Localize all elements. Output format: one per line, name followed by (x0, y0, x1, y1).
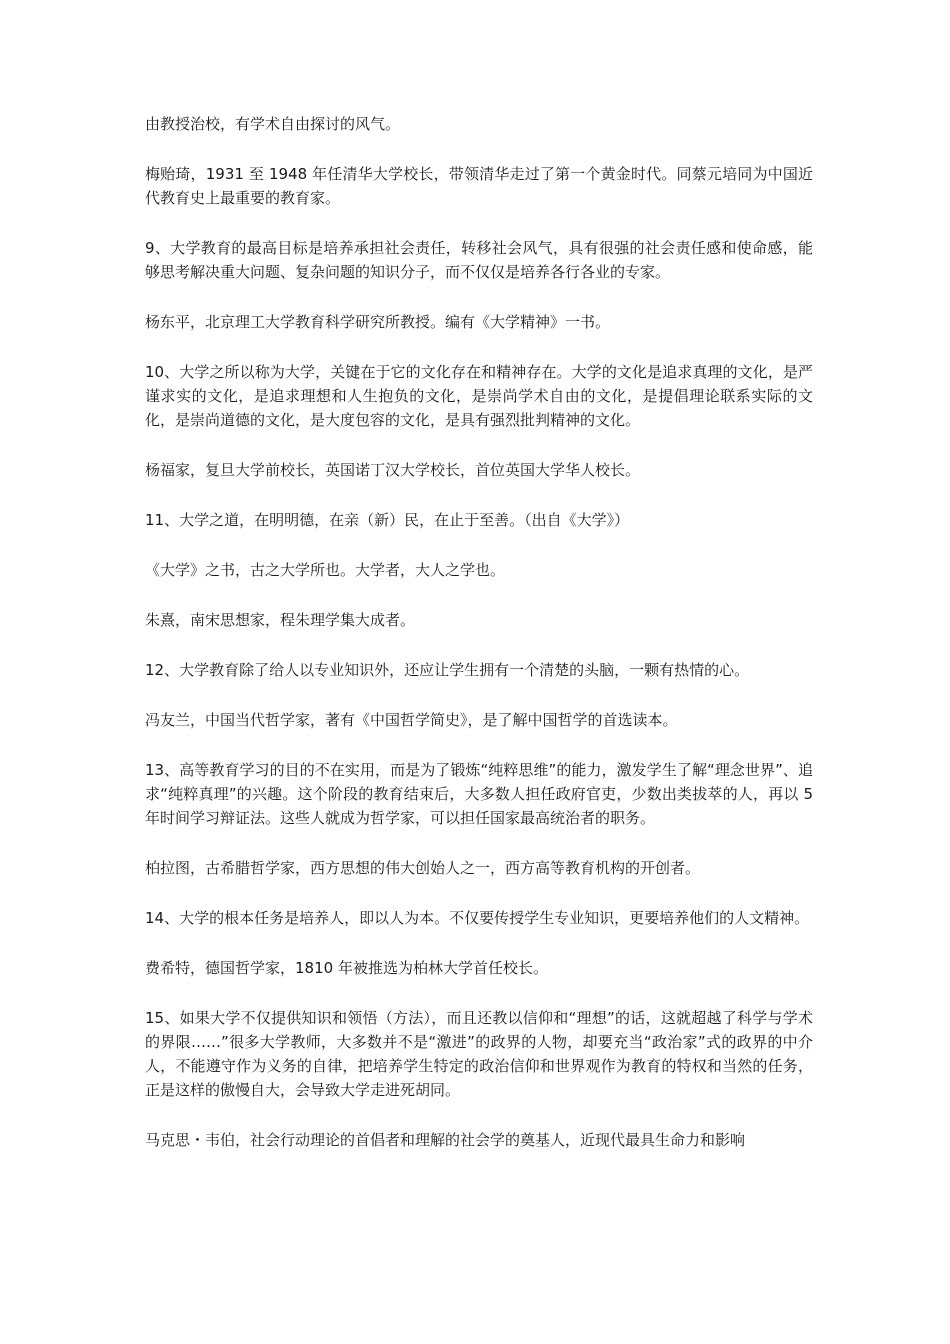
paragraph: 由教授治校，有学术自由探讨的风气。 (145, 115, 401, 133)
paragraph: 11、大学之道，在明明德，在亲（新）民，在止于至善。（出自《大学》） (145, 511, 630, 529)
paragraph: 15、如果大学不仅提供知识和领悟（方法），而且还教以信仰和“理想”的话，这就超越了科学与学术的界限……”很多大学教师，大多数并不是“激进”的政界的人物，却要充当“政治家”式的政界的中介人，不能遵守作为义务的自律，把培养学生特定的政治信仰和世界观作为教育的特权和当然的任务，正是这样的傲慢自大，会导致大学走进死胡同。 (145, 1009, 813, 1099)
paragraph: 杨东平，北京理工大学教育科学研究所教授。编有《大学精神》一书。 (145, 313, 611, 331)
paragraph: 马克思・韦伯，社会行动理论的首倡者和理解的社会学的奠基人，近现代最具生命力和影响 (145, 1131, 746, 1149)
paragraph: 冯友兰，中国当代哲学家，著有《中国哲学简史》，是了解中国哲学的首选读本。 (145, 711, 678, 729)
paragraph: 12、大学教育除了给人以专业知识外，还应让学生拥有一个清楚的头脑，一颗有热情的心。 (145, 661, 750, 679)
paragraph: 费希特，德国哲学家，1810 年被推选为柏林大学首任校长。 (145, 959, 548, 977)
paragraph: 梅贻琦，1931 至 1948 年任清华大学校长，带领清华走过了第一个黄金时代。同蔡元培同为中国近代教育史上最重要的教育家。 (145, 165, 813, 207)
paragraph: 杨福家，复旦大学前校长，英国诺丁汉大学校长，首位英国大学华人校长。 (145, 461, 641, 479)
paragraph: 9、大学教育的最高目标是培养承担社会责任，转移社会风气，具有很强的社会责任感和使命感，能够思考解决重大问题、复杂问题的知识分子，而不仅仅是培养各行各业的专家。 (145, 239, 813, 281)
paragraph: 《大学》之书，古之大学所也。大学者，大人之学也。 (145, 561, 506, 579)
paragraph: 柏拉图，古希腊哲学家，西方思想的伟大创始人之一，西方高等教育机构的开创者。 (145, 859, 701, 877)
paragraph: 14、大学的根本任务是培养人，即以人为本。不仅要传授学生专业知识，更要培养他们的人文精神。 (145, 909, 810, 927)
paragraph: 10、大学之所以称为大学，关键在于它的文化存在和精神存在。大学的文化是追求真理的文化，是严谨求实的文化，是追求理想和人生抱负的文化，是崇尚学术自由的文化，是提倡理论联系实际的文化，是崇尚道德的文化，是大度包容的文化，是具有强烈批判精神的文化。 (145, 363, 813, 429)
paragraph: 朱熹，南宋思想家，程朱理学集大成者。 (145, 611, 416, 629)
paragraph: 13、高等教育学习的目的不在实用，而是为了锻炼“纯粹思维”的能力，激发学生了解“理念世界”、追求“纯粹真理”的兴趣。这个阶段的教育结束后，大多数人担任政府官吏，少数出类拔萃的人，再以 5 年时间学习辩证法。这些人就成为哲学家，可以担任国家最高统治者的职务。 (145, 761, 813, 827)
document-body (145, 112, 813, 1178)
